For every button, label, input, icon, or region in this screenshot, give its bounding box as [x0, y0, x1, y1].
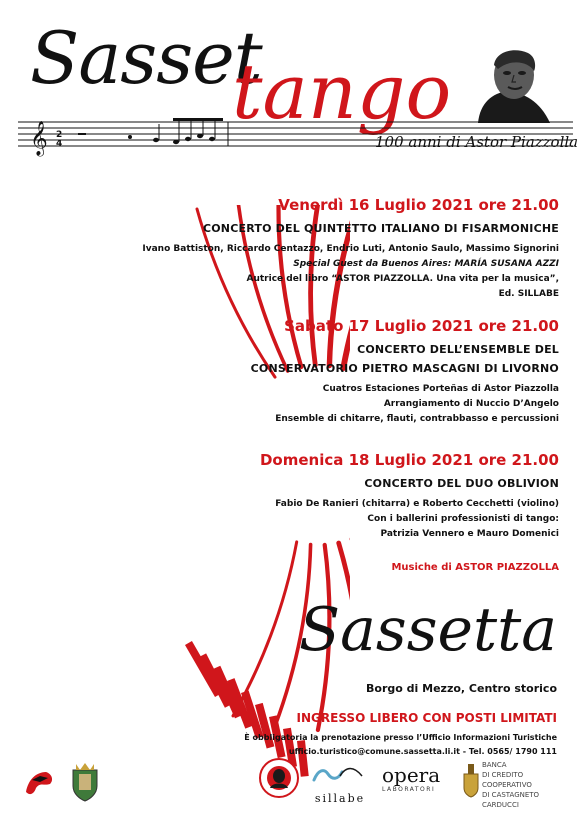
sassetta-coat-of-arms-icon: [70, 762, 100, 802]
event-3-detail-3: Patrizia Vennero e Mauro Domenici: [380, 529, 559, 539]
event-3-date: Domenica 18 Luglio 2021 ore 21.00: [259, 451, 559, 469]
sillabe-logo: [310, 762, 370, 804]
event-3-detail-2: Con i ballerini professionisti di tango:: [367, 514, 559, 524]
event-3-detail-1: Fabio De Ranieri (chitarra) e Roberto Cecchetti (violino): [275, 499, 559, 509]
entry-headline: INGRESSO LIBERO CON POSTI LIMITATI: [296, 711, 557, 725]
svg-text:2: 2: [56, 130, 63, 140]
bank-coat-icon: [462, 760, 480, 798]
event-2: [251, 317, 559, 427]
opera-laboratori-logo: [382, 764, 442, 793]
opera-text: opera: [382, 763, 441, 787]
svg-text:𝄞: 𝄞: [30, 121, 48, 156]
title-tango: tango: [232, 47, 452, 136]
event-1-performers: Ivano Battiston, Riccardo Centazzo, Endrio Luti, Antonio Saulo, Massimo Signorini: [142, 244, 559, 254]
opera-sub-text: LABORATORI: [382, 786, 436, 793]
conservatorio-mascagni-logo: [258, 756, 300, 800]
svg-text:4: 4: [56, 139, 63, 149]
bank-line-2: DI CREDITO COOPERATIVO: [482, 771, 532, 789]
event-2-detail-1: Cuatros Estaciones Porteñas di Astor Piazzolla: [322, 384, 559, 394]
sillabe-text: sillabe: [314, 792, 366, 805]
venue-place: Borgo di Mezzo, Centro storico: [366, 682, 557, 695]
venue-name: Sassetta: [299, 595, 557, 665]
bank-line-3: DI CASTAGNETO CARDUCCI: [482, 791, 540, 809]
tuscany-region-logo: [22, 766, 58, 800]
event-1-title: CONCERTO DEL QUINTETTO ITALIANO DI FISARMONICHE: [202, 222, 559, 235]
event-1-publisher: Ed. SILLABE: [498, 289, 559, 299]
sillabe-swirl-icon: [310, 762, 370, 788]
event-1: [142, 196, 559, 302]
entry-info: [244, 731, 557, 759]
event-2-title-line-2: CONSERVATORIO PIETRO MASCAGNI DI LIVORNO: [250, 362, 559, 375]
contact-text: ufficio.turistico@comune.sassetta.li.it - Tel. 0565/ 1790 111: [288, 747, 557, 756]
subtitle: 100 anni di Astor Piazzolla: [375, 133, 579, 151]
music-credit: Musiche di ASTOR PIAZZOLLA: [391, 562, 559, 573]
event-1-date: Venerdì 16 Luglio 2021 ore 21.00: [278, 196, 559, 214]
event-3: [260, 451, 559, 542]
event-1-guest: Special Guest da Buenos Aires: MARÍA SUSANA AZZI: [293, 259, 559, 269]
event-2-title-line-1: CONCERTO DELL’ENSEMBLE DEL: [357, 343, 559, 356]
booking-text: È obbligatoria la prenotazione presso l’Ufficio Informazioni Turistiche: [244, 733, 557, 742]
event-2-detail-3: Ensemble di chitarre, flauti, contrabbasso e percussioni: [275, 414, 559, 424]
bank-line-1: BANCA: [482, 761, 507, 769]
title-sasset: Sasset: [30, 16, 262, 100]
event-1-author: Autrice del libro “ASTOR PIAZZOLLA. Una vita per la musica”,: [246, 274, 559, 284]
event-2-date: Sabato 17 Luglio 2021 ore 21.00: [284, 317, 559, 335]
event-3-title: CONCERTO DEL DUO OBLIVION: [364, 477, 559, 490]
event-2-detail-2: Arrangiamento di Nuccio D’Angelo: [383, 399, 559, 409]
